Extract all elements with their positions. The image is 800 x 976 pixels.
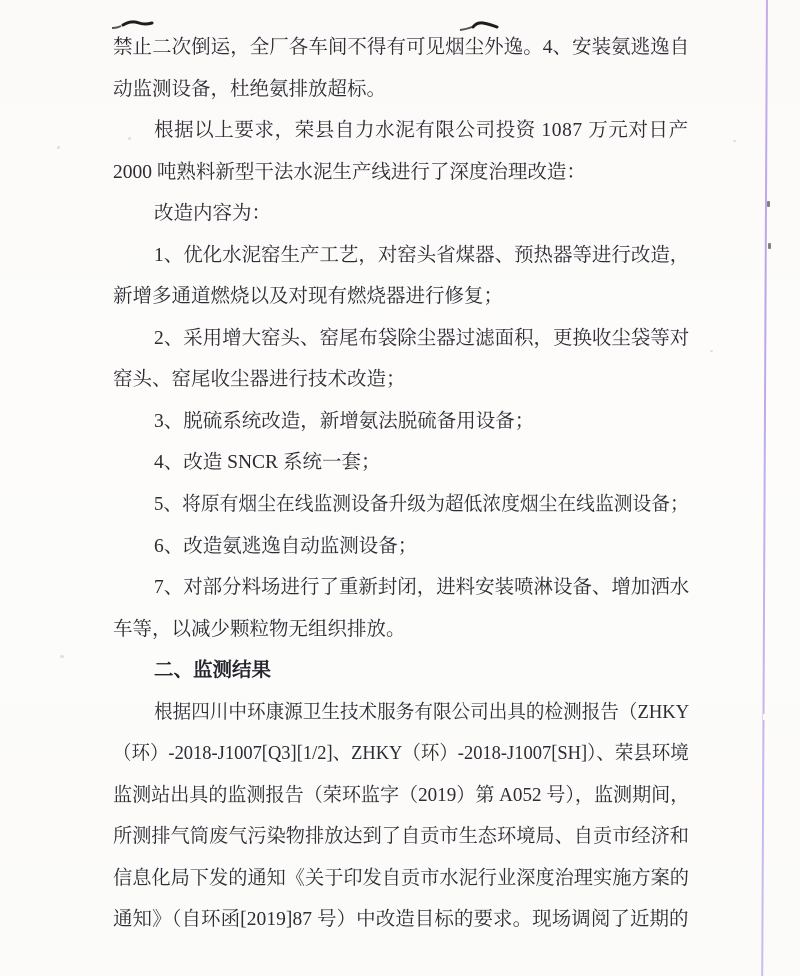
doc-line: 7、对部分料场进行了重新封闭，进料安装喷淋设备、增加洒水 bbox=[154, 577, 689, 599]
doc-line: 2、采用增大窑头、窑尾布袋除尘器过滤面积，更换收尘袋等对 bbox=[154, 327, 689, 349]
doc-line: 6、改造氨逃逸自动监测设备； bbox=[154, 535, 418, 557]
document-body bbox=[113, 27, 689, 941]
scanner-edge-line-gap bbox=[763, 714, 773, 720]
scan-speck bbox=[767, 201, 770, 207]
doc-line: 窑头、窑尾收尘器进行技术改造； bbox=[113, 369, 406, 391]
doc-line: 所测排气筒废气污染物排放达到了自贡市生态环境局、自贡市经济和 bbox=[113, 826, 689, 848]
scan-speck bbox=[733, 140, 736, 142]
doc-line: 新增多通道燃烧以及对现有燃烧器进行修复； bbox=[113, 286, 504, 308]
doc-line: （环）-2018-J1007[Q3][1/2]、ZHKY（环）-2018-J1007[SH]）、荣县环境 bbox=[113, 743, 689, 765]
doc-line: 信息化局下发的通知《关于印发自贡市水泥行业深度治理实施方案的 bbox=[113, 867, 689, 889]
doc-line: 监测站出具的监测报告（荣环监字（2019）第 A052 号），监测期间， bbox=[113, 784, 689, 806]
scanner-edge-line bbox=[761, 0, 768, 976]
doc-line: 1、优化水泥窑生产工艺，对窑头省煤器、预热器等进行改造， bbox=[154, 244, 689, 266]
doc-line: 禁止二次倒运，全厂各车间不得有可见烟尘外逸。4、安装氨逃逸自 bbox=[113, 37, 689, 58]
doc-line: 根据四川中环康源卫生技术服务有限公司出具的检测报告（ZHKY bbox=[154, 701, 689, 723]
doc-line: 2000 吨熟料新型干法水泥生产线进行了深度治理改造： bbox=[113, 161, 586, 183]
scan-speck bbox=[57, 146, 60, 149]
doc-line: 根据以上要求，荣县自力水泥有限公司投资 1087 万元对日产 bbox=[154, 120, 689, 142]
doc-line: 动监测设备，杜绝氨排放超标。 bbox=[113, 78, 387, 100]
doc-line: 车等，以减少颗粒物无组织排放。 bbox=[113, 618, 406, 640]
scan-speck bbox=[768, 243, 771, 249]
section-heading: 二、监测结果 bbox=[154, 660, 272, 682]
doc-line: 3、脱硫系统改造，新增氨法脱硫备用设备； bbox=[154, 410, 535, 432]
doc-line: 5、将原有烟尘在线监测设备升级为超低浓度烟尘在线监测设备； bbox=[154, 494, 689, 516]
scan-speck bbox=[60, 655, 64, 658]
doc-line: 4、改造 SNCR 系统一套； bbox=[154, 452, 381, 474]
scan-speck bbox=[710, 350, 713, 352]
doc-line: 改造内容为： bbox=[154, 203, 272, 225]
doc-line: 通知》（自环函[2019]87 号）中改造目标的要求。现场调阅了近期的 bbox=[113, 909, 689, 931]
